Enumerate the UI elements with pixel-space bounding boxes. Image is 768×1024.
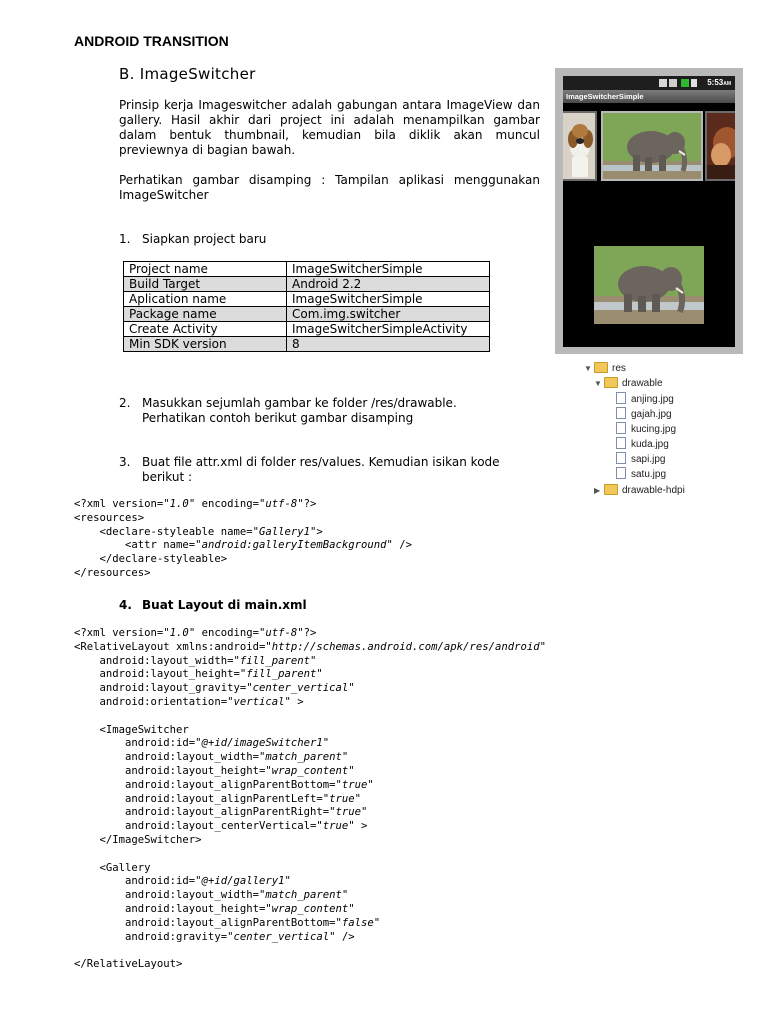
code-line: <?xml version="1.0" encoding="utf-8"?> bbox=[74, 627, 317, 639]
folder-icon bbox=[604, 377, 618, 388]
code-line: android:layout_height="wrap_content" bbox=[74, 902, 355, 915]
table-key: Project name bbox=[124, 262, 287, 277]
elephant-preview-image bbox=[594, 246, 704, 324]
table-value: Com.img.switcher bbox=[287, 307, 490, 322]
code-line: android:layout_alignParentBottom="true" bbox=[74, 778, 374, 791]
code-line: </RelativeLayout> bbox=[74, 958, 183, 971]
phone-screenshot bbox=[555, 68, 743, 354]
step-number: 2. bbox=[119, 396, 131, 410]
code-line: android:layout_alignParentBottom="false" bbox=[74, 916, 381, 929]
cat-image bbox=[707, 113, 735, 181]
intro-paragraph: Prinsip kerja Imageswitcher adalah gabungan antara ImageView dan gallery. Hasil akhir dari project ini adalah menampilkan gambar dalam bentuk thumbnail, kemudian bila diklik akan muncul previewnya di bagian bawah. bbox=[119, 98, 540, 157]
tree-file[interactable]: sapi.jpg bbox=[616, 453, 665, 467]
code-line: android:id="@+id/gallery1" bbox=[74, 875, 291, 888]
usb-icon bbox=[669, 79, 677, 87]
table-row bbox=[124, 277, 490, 292]
image-file-icon bbox=[616, 452, 626, 464]
code-line bbox=[74, 710, 546, 724]
step-text: Buat Layout di main.xml bbox=[142, 598, 307, 612]
code-line: <resources> bbox=[74, 511, 145, 524]
step-4 bbox=[119, 598, 307, 613]
image-file-icon bbox=[616, 437, 626, 449]
dog-image bbox=[563, 113, 597, 181]
image-file-icon bbox=[616, 392, 626, 404]
code-line: <declare-styleable name="Gallery1"> bbox=[74, 525, 323, 538]
tree-file[interactable]: anjing.jpg bbox=[616, 393, 674, 407]
code-line bbox=[74, 944, 546, 958]
gallery-thumb-elephant[interactable] bbox=[601, 111, 703, 181]
code-line: </resources> bbox=[74, 566, 151, 579]
battery-icon bbox=[691, 79, 697, 87]
code-line: android:layout_height="wrap_content" bbox=[74, 764, 355, 777]
step-number: 1. bbox=[119, 232, 131, 246]
main-xml-code bbox=[74, 627, 546, 972]
step-1 bbox=[119, 232, 266, 247]
code-line: android:layout_width="match_parent" bbox=[74, 889, 349, 902]
code-line: android:layout_alignParentRight="true" bbox=[74, 806, 368, 819]
code-line bbox=[74, 848, 546, 862]
folder-icon bbox=[594, 362, 608, 373]
code-line: android:layout_width="fill_parent" bbox=[74, 654, 317, 667]
tree-file[interactable]: kucing.jpg bbox=[616, 423, 676, 437]
tree-file[interactable]: gajah.jpg bbox=[616, 408, 672, 422]
tree-item-drawable[interactable]: ▼ drawable bbox=[594, 378, 663, 389]
code-line: android:layout_height="fill_parent" bbox=[74, 668, 323, 681]
image-gallery bbox=[563, 108, 735, 184]
tree-item-drawable-hdpi[interactable]: ▶ drawable-hdpi bbox=[594, 485, 685, 496]
tree-file[interactable]: kuda.jpg bbox=[616, 438, 669, 452]
code-line: <?xml version="1.0" encoding="utf-8"?> bbox=[74, 498, 317, 510]
table-row bbox=[124, 262, 490, 277]
table-key: Min SDK version bbox=[124, 337, 287, 352]
table-value: ImageSwitcherSimpleActivity bbox=[287, 322, 490, 337]
code-line: </declare-styleable> bbox=[74, 553, 228, 566]
elephant-image bbox=[603, 113, 703, 181]
step-text: Masukkan sejumlah gambar ke folder /res/drawable. bbox=[142, 396, 457, 410]
image-switcher-preview bbox=[594, 246, 704, 324]
chevron-right-icon[interactable]: ▶ bbox=[594, 486, 601, 495]
tree-item-res[interactable]: ▼ res bbox=[584, 363, 626, 374]
code-line: android:layout_centerVertical="true" > bbox=[74, 820, 368, 833]
code-line: <ImageSwitcher bbox=[74, 723, 189, 736]
chevron-down-icon[interactable]: ▼ bbox=[594, 379, 602, 388]
step-number: 3. bbox=[119, 455, 131, 469]
table-key: Aplication name bbox=[124, 292, 287, 307]
step-text-continued: Perhatikan contoh berikut gambar disamping bbox=[142, 411, 414, 425]
step-text: Buat file attr.xml di folder res/values. Kemudian isikan kode bbox=[142, 455, 500, 469]
table-key: Build Target bbox=[124, 277, 287, 292]
code-line: android:layout_alignParentLeft="true" bbox=[74, 792, 362, 805]
table-key: Package name bbox=[124, 307, 287, 322]
code-line: <attr name="android:galleryItemBackground" /> bbox=[74, 539, 413, 552]
folder-icon bbox=[604, 484, 618, 495]
code-line: <RelativeLayout xmlns:android="http://schemas.android.com/apk/res/android" bbox=[74, 640, 546, 653]
phone-screen bbox=[563, 76, 735, 347]
code-line: </ImageSwitcher> bbox=[74, 833, 202, 846]
gallery-thumb-dog[interactable] bbox=[563, 111, 597, 181]
step-text: Siapkan project baru bbox=[142, 232, 267, 246]
table-value: 8 bbox=[287, 337, 490, 352]
table-key: Create Activity bbox=[124, 322, 287, 337]
section-title: B. ImageSwitcher bbox=[119, 65, 256, 83]
status-bar bbox=[563, 76, 735, 90]
sd-card-icon bbox=[659, 79, 667, 87]
code-line: android:orientation="vertical" > bbox=[74, 695, 304, 708]
table-value: Android 2.2 bbox=[287, 277, 490, 292]
code-line: <Gallery bbox=[74, 861, 151, 874]
code-line: android:gravity="center_vertical" /> bbox=[74, 930, 355, 943]
code-line: android:id="@+id/imageSwitcher1" bbox=[74, 737, 330, 750]
table-row bbox=[124, 307, 490, 322]
document-header: ANDROID TRANSITION bbox=[74, 33, 229, 49]
step-number: 4. bbox=[119, 598, 132, 612]
table-row bbox=[124, 292, 490, 307]
image-file-icon bbox=[616, 422, 626, 434]
table-value: ImageSwitcherSimple bbox=[287, 292, 490, 307]
signal-icon bbox=[681, 79, 689, 87]
table-row bbox=[124, 337, 490, 352]
step-3 bbox=[119, 455, 539, 485]
instruction-paragraph: Perhatikan gambar disamping : Tampilan aplikasi menggunakan ImageSwitcher bbox=[119, 173, 540, 202]
app-title-bar: ImageSwitcherSimple bbox=[563, 90, 735, 103]
step-2 bbox=[119, 396, 457, 426]
tree-file[interactable]: satu.jpg bbox=[616, 468, 666, 482]
image-file-icon bbox=[616, 407, 626, 419]
attr-xml-code bbox=[74, 498, 412, 581]
image-file-icon bbox=[616, 467, 626, 479]
code-line: android:layout_width="match_parent" bbox=[74, 751, 349, 764]
code-line: android:layout_gravity="center_vertical" bbox=[74, 682, 355, 695]
chevron-down-icon[interactable]: ▼ bbox=[584, 364, 592, 373]
clock: 5:53AM bbox=[707, 78, 731, 87]
project-config-table bbox=[123, 261, 490, 352]
table-row bbox=[124, 322, 490, 337]
gallery-thumb-cat[interactable] bbox=[705, 111, 735, 181]
table-value: ImageSwitcherSimple bbox=[287, 262, 490, 277]
step-text-continued: berikut : bbox=[142, 470, 193, 484]
